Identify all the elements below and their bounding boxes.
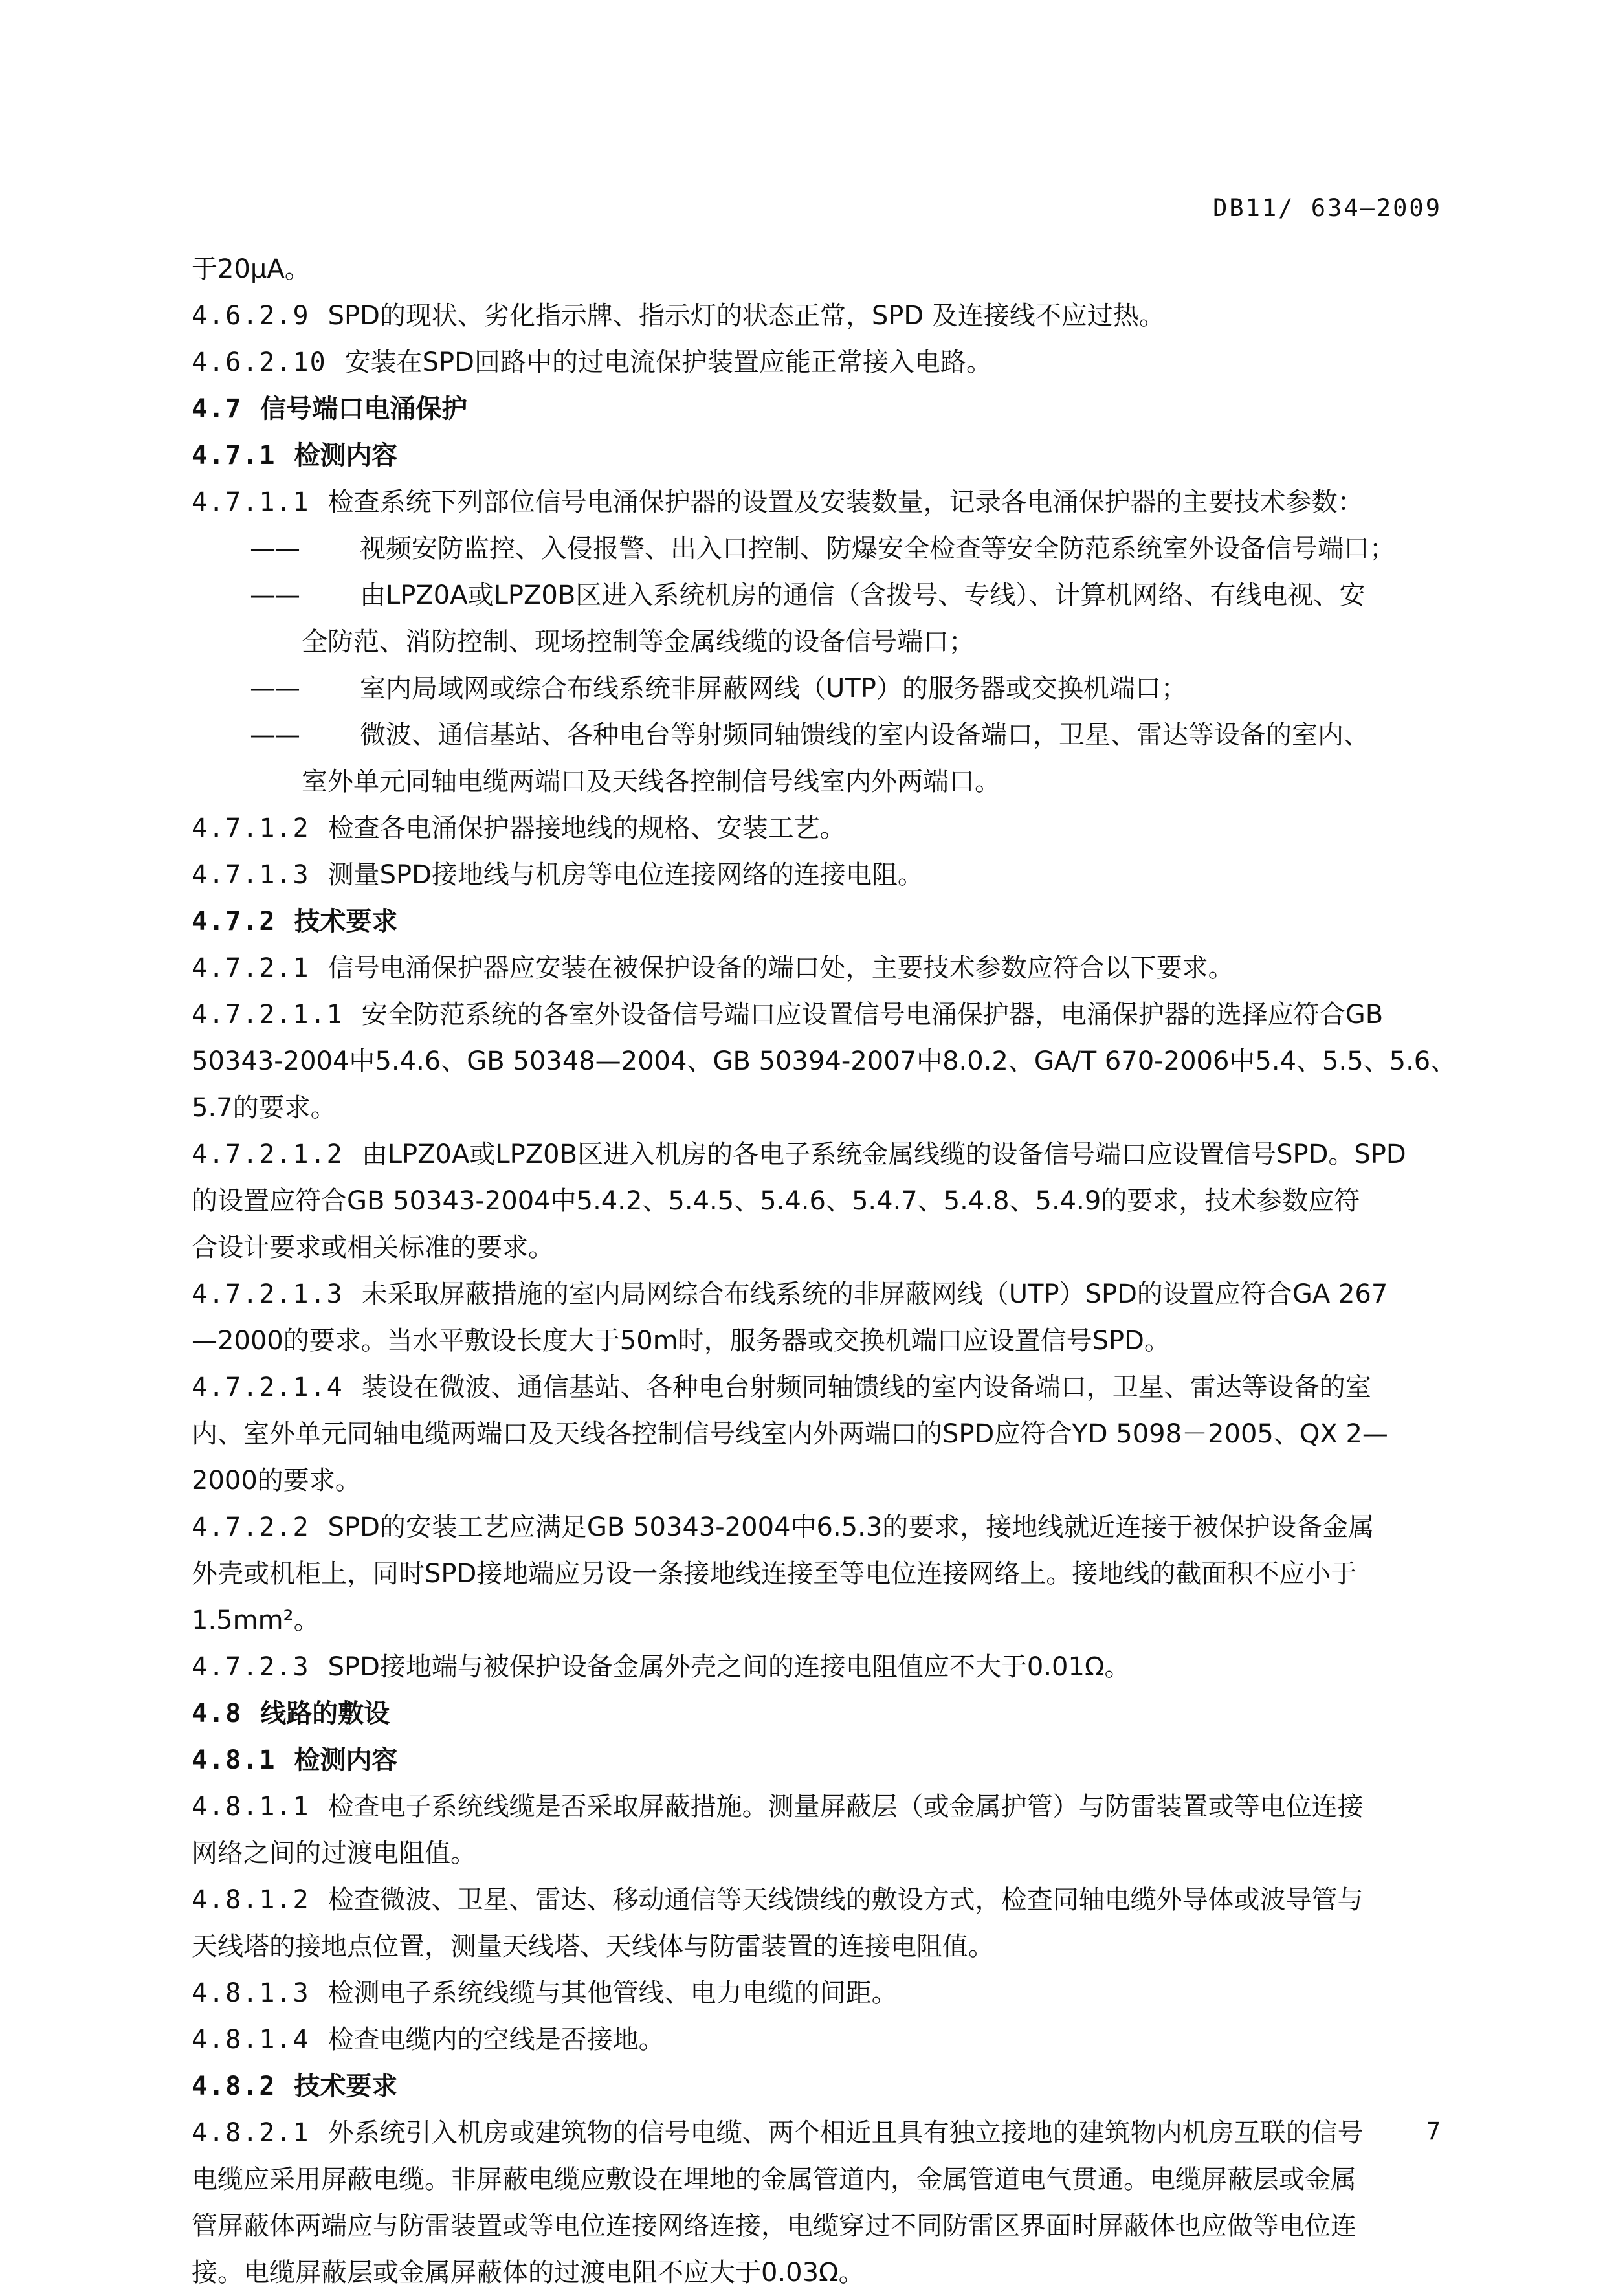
- text-line: [192, 2203, 1447, 2249]
- clause-number: 4.7.2.1.1: [192, 1000, 344, 1030]
- clause-text: 检查电缆内的空线是否接地。: [327, 2025, 665, 2055]
- text-line: [192, 665, 1447, 712]
- clause-text: 微波、通信基站、各种电台等射频同轴馈线的室内设备端口，卫星、雷达等设备的室内、: [360, 720, 1369, 750]
- clause-text: 室内局域网或综合布线系统非屏蔽网线（UTP）的服务器或交换机端口；: [360, 674, 1187, 703]
- clause-text: SPD接地端与被保护设备金属外壳之间的连接电阻值应不大于0.01Ω。: [327, 1652, 1131, 1682]
- clause-text: 2000的要求。: [192, 1466, 361, 1496]
- text-line: [192, 712, 1447, 758]
- clause-text: 管屏蔽体两端应与防雷装置或等电位连接网络连接，电缆穿过不同防雷区界面时屏蔽体也应做等电位连: [192, 2211, 1356, 2241]
- clause-number: 4.8: [192, 1699, 243, 1728]
- clause-number: 4.7.1: [192, 441, 276, 470]
- clause-number: 4.7.2.1: [192, 953, 310, 983]
- clause-text: 5.7的要求。: [192, 1093, 337, 1123]
- text-line: [192, 246, 1447, 293]
- clause-number: 4.6.2.9: [192, 301, 310, 331]
- list-dash: ——: [250, 534, 299, 564]
- clause-text: 检测电子系统线缆与其他管线、电力电缆的间距。: [327, 1978, 898, 2008]
- page-number: 7: [1426, 2117, 1441, 2145]
- list-dash: ——: [250, 720, 299, 750]
- text-line: [192, 2110, 1447, 2156]
- text-line: [192, 2156, 1447, 2203]
- text-line: [192, 1457, 1447, 1504]
- clause-text: 1.5mm²。: [192, 1606, 320, 1635]
- text-line: [192, 945, 1447, 991]
- clause-text: —2000的要求。当水平敷设长度大于50m时，服务器或交换机端口应设置信号SPD。: [192, 1326, 1170, 1356]
- clause-number: 4.8.2: [192, 2071, 276, 2101]
- clause-text: 于20μA。: [192, 254, 311, 284]
- clause-number: 4.8.1.2: [192, 1885, 310, 1915]
- text-line: [192, 1597, 1447, 1644]
- clause-text: 由LPZ0A或LPZ0B区进入系统机房的通信（含拨号、专线）、计算机网络、有线电视、安: [360, 580, 1366, 610]
- list-dash: ——: [250, 674, 299, 703]
- clause-text: 检查微波、卫星、雷达、移动通信等天线馈线的敷设方式，检查同轴电缆外导体或波导管与: [327, 1885, 1364, 1915]
- clause-text: 技术要求: [294, 2071, 398, 2101]
- clause-text: 信号电涌保护器应安装在被保护设备的端口处，主要技术参数应符合以下要求。: [327, 953, 1234, 983]
- clause-number: 4.7.2.1.3: [192, 1279, 344, 1309]
- list-dash: ——: [250, 580, 299, 610]
- text-line: [192, 1038, 1457, 1085]
- text-line: [192, 1318, 1447, 1364]
- clause-text: 全防范、消防控制、现场控制等金属线缆的设备信号端口；: [302, 627, 975, 657]
- clause-text: 外系统引入机房或建筑物的信号电缆、两个相近且具有独立接地的建筑物内机房互联的信号: [327, 2118, 1364, 2148]
- clause-text: 未采取屏蔽措施的室内局网综合布线系统的非屏蔽网线（UTP）SPD的设置应符合GA 267: [361, 1279, 1388, 1309]
- document-code-header: DB11/ 634—2009: [1213, 194, 1442, 222]
- clause-number: 4.7.2.3: [192, 1652, 310, 1682]
- text-line: [192, 432, 1447, 479]
- text-line: [192, 1411, 1447, 1457]
- clause-text: 安全防范系统的各室外设备信号端口应设置信号电涌保护器，电涌保护器的选择应符合GB: [361, 1000, 1384, 1030]
- clause-number: 4.8.1.1: [192, 1792, 310, 1822]
- text-line: [192, 619, 1447, 665]
- text-line: [192, 339, 1447, 386]
- clause-text: 装设在微波、通信基站、各种电台射频同轴馈线的室内设备端口，卫星、雷达等设备的室: [361, 1373, 1371, 1402]
- clause-number: 4.8.2.1: [192, 2118, 310, 2148]
- clause-text: 技术要求: [294, 907, 398, 936]
- text-line: [192, 2063, 1447, 2110]
- text-line: [192, 1178, 1447, 1224]
- clause-text: 检查系统下列部位信号电涌保护器的设置及安装数量，记录各电涌保护器的主要技术参数：: [327, 487, 1364, 517]
- clause-text: 电缆应采用屏蔽电缆。非屏蔽电缆应敷设在埋地的金属管道内，金属管道电气贯通。电缆屏蔽层或金属: [192, 2165, 1356, 2194]
- clause-text: 信号端口电涌保护: [260, 394, 468, 424]
- clause-text: 接。电缆屏蔽层或金属屏蔽体的过渡电阻不应大于0.03Ω。: [192, 2258, 865, 2288]
- clause-number: 4.7.2.1.2: [192, 1140, 344, 1169]
- clause-text: 由LPZ0A或LPZ0B区进入机房的各电子系统金属线缆的设备信号端口应设置信号SPD。SPD: [361, 1140, 1406, 1169]
- clause-number: 4.8.1.4: [192, 2025, 310, 2055]
- clause-number: 4.7.2.1.4: [192, 1373, 344, 1402]
- text-line: [192, 1131, 1447, 1178]
- text-line: [192, 1783, 1447, 1830]
- text-line: [192, 1970, 1447, 2016]
- clause-text: 50343-2004中5.4.6、GB 50348—2004、GB 50394-2007中8.0.2、GA/T 670-2006中5.4、5.5、5.6、: [192, 1046, 1457, 1076]
- text-line: [192, 1690, 1447, 1737]
- clause-text: 线路的敷设: [260, 1699, 390, 1728]
- clause-number: 4.8.1: [192, 1745, 276, 1775]
- text-line: [192, 1504, 1447, 1551]
- clause-text: 视频安防监控、入侵报警、出入口控制、防爆安全检查等安全防范系统室外设备信号端口；: [360, 534, 1395, 564]
- clause-text: 安装在SPD回路中的过电流保护装置应能正常接入电路。: [344, 348, 992, 377]
- clause-text: 检测内容: [294, 441, 398, 470]
- clause-text: 检测内容: [294, 1745, 398, 1775]
- text-line: [192, 1364, 1447, 1411]
- clause-number: 4.7.1.2: [192, 813, 310, 843]
- text-line: [192, 1830, 1447, 1877]
- text-line: [192, 1085, 1447, 1131]
- text-line: [192, 1644, 1447, 1690]
- text-line: [192, 1271, 1447, 1318]
- text-line: [192, 758, 1447, 805]
- clause-number: 4.7.2: [192, 907, 276, 936]
- text-line: [192, 1877, 1447, 1923]
- text-line: [192, 1224, 1447, 1271]
- text-line: [192, 1923, 1447, 1970]
- text-line: [192, 572, 1447, 619]
- clause-number: 4.8.1.3: [192, 1978, 310, 2008]
- clause-number: 4.7: [192, 394, 243, 424]
- clause-number: 4.7.1.3: [192, 860, 310, 890]
- clause-text: 检查电子系统线缆是否采取屏蔽措施。测量屏蔽层（或金属护管）与防雷装置或等电位连接: [327, 1792, 1364, 1822]
- text-line: [192, 1737, 1447, 1783]
- clause-text: 网络之间的过渡电阻值。: [192, 1838, 476, 1868]
- text-line: [192, 293, 1447, 339]
- clause-text: 合设计要求或相关标准的要求。: [192, 1233, 554, 1263]
- clause-number: 4.6.2.10: [192, 348, 327, 377]
- clause-text: SPD的安装工艺应满足GB 50343-2004中6.5.3的要求，接地线就近连接于被保护设备金属: [327, 1512, 1375, 1542]
- clause-text: 室外单元同轴电缆两端口及天线各控制信号线室内外两端口。: [302, 767, 1001, 797]
- text-line: [192, 479, 1447, 525]
- document-body: [192, 246, 1457, 2296]
- clause-text: 检查各电涌保护器接地线的规格、安装工艺。: [327, 813, 846, 843]
- text-line: [192, 852, 1447, 898]
- text-line: [192, 525, 1447, 572]
- clause-text: 内、室外单元同轴电缆两端口及天线各控制信号线室内外两端口的SPD应符合YD 5098－2005、QX 2—: [192, 1419, 1388, 1449]
- clause-text: SPD的现状、劣化指示牌、指示灯的状态正常，SPD 及连接线不应过热。: [327, 301, 1165, 331]
- clause-text: 外壳或机柜上，同时SPD接地端应另设一条接地线连接至等电位连接网络上。接地线的截面积不应小于: [192, 1559, 1357, 1589]
- text-line: [192, 898, 1447, 945]
- text-line: [192, 386, 1447, 432]
- clause-text: 天线塔的接地点位置，测量天线塔、天线体与防雷装置的连接电阻值。: [192, 1932, 994, 1961]
- clause-text: 测量SPD接地线与机房等电位连接网络的连接电阻。: [327, 860, 924, 890]
- text-line: [192, 2016, 1447, 2063]
- text-line: [192, 2249, 1447, 2296]
- clause-number: 4.7.1.1: [192, 487, 310, 517]
- clause-number: 4.7.2.2: [192, 1512, 310, 1542]
- text-line: [192, 991, 1447, 1038]
- text-line: [192, 805, 1447, 852]
- text-line: [192, 1551, 1447, 1597]
- clause-text: 的设置应符合GB 50343-2004中5.4.2、5.4.5、5.4.6、5.4.7、5.4.8、5.4.9的要求，技术参数应符: [192, 1186, 1360, 1216]
